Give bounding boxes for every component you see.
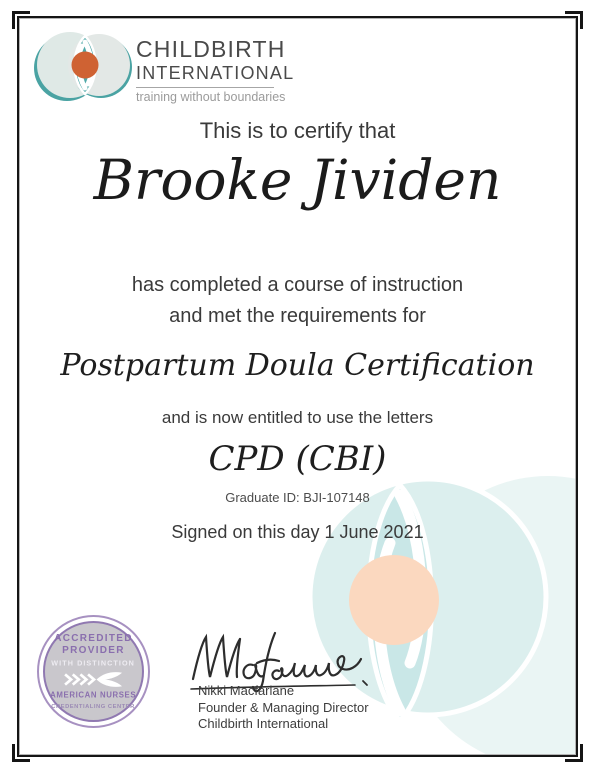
badge-line-credentialing-center: CREDENTIALING CENTER xyxy=(51,703,136,710)
signed-date: Signed on this day 1 June 2021 xyxy=(171,522,424,542)
certify-intro-text: This is to certify that xyxy=(199,118,396,143)
certificate xyxy=(17,16,578,757)
completion-text xyxy=(19,270,576,332)
brand-name-line2: INTERNATIONAL xyxy=(136,63,295,83)
laurel-icon xyxy=(59,671,129,688)
signatory-name: Nikki Macfarlane xyxy=(198,683,295,698)
brand-name-line1: CHILDBIRTH xyxy=(136,36,286,62)
badge-line-accredited: ACCREDITED xyxy=(54,633,133,644)
completion-line2: and met the requirements for xyxy=(169,305,426,327)
frame-corner-bottom-right xyxy=(565,744,583,762)
brand-tagline: training without boundaries xyxy=(136,90,286,104)
accreditation-badge xyxy=(37,615,150,728)
course-title: Postpartum Doula Certification xyxy=(60,348,535,383)
graduate-id: Graduate ID: BJI-107148 xyxy=(225,490,370,505)
frame-corner-top-right xyxy=(565,11,583,29)
brand-wordmark xyxy=(136,38,294,104)
frame-corner-top-left xyxy=(12,11,30,29)
certificate-body xyxy=(19,18,576,755)
brand-divider xyxy=(136,87,274,88)
recipient-name: Brooke Jividen xyxy=(93,148,502,212)
badge-line-american-nurses: AMERICAN NURSES xyxy=(50,691,137,700)
signatory-title: Founder & Managing Director xyxy=(198,699,369,715)
credential-letters: CPD (CBI) xyxy=(208,439,387,479)
letters-intro-text: and is now entitled to use the letters xyxy=(161,408,434,427)
frame-corner-bottom-left xyxy=(12,744,30,762)
signatory-block xyxy=(198,683,369,733)
badge-line-provider: PROVIDER xyxy=(62,645,125,656)
completion-line1: has completed a course of instruction xyxy=(131,274,464,296)
accreditation-badge-text xyxy=(39,617,148,726)
brand-logo-icon xyxy=(33,30,135,102)
badge-line-distinction: WITH DISTINCTION xyxy=(51,659,136,668)
signatory-organization: Childbirth International xyxy=(198,716,329,732)
